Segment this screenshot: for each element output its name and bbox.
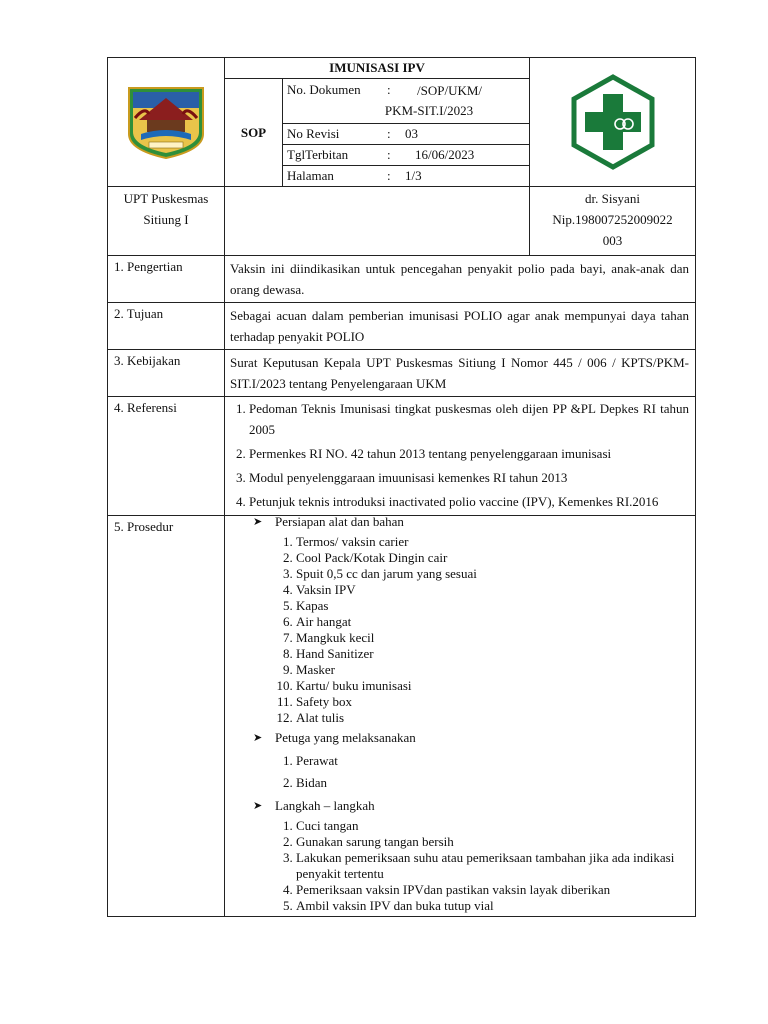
revision-label: No Revisi (283, 123, 383, 144)
arrow-bullet-icon: ➤ (253, 732, 263, 744)
signer-nip-cont: 003 (602, 233, 623, 248)
list-item: 8. Hand Sanitizer (296, 646, 689, 662)
sop-document (107, 57, 695, 917)
prosedur-group-heading: ➤ Persiapan alat dan bahan (253, 514, 404, 529)
doc-number-label: No. Dokumen (287, 81, 361, 97)
list-item: 9. Masker (296, 662, 689, 678)
list-item: 5. Kapas (296, 598, 689, 614)
issue-date-value: 16/06/2023 (401, 144, 529, 165)
list-item: 6. Air hangat (296, 614, 689, 630)
kebijakan-text: Surat Keputusan Kepala UPT Puskesmas Sitiung I Nomor 445 / 006 / KPTS/PKM-SIT.I/2023 tentang Penyelengaraan UKM (225, 350, 696, 397)
prosedur-body (225, 516, 696, 917)
list-item: 7. Mangkuk kecil (296, 630, 689, 646)
regency-emblem-icon (125, 84, 207, 160)
list-item: 2. Bidan (296, 772, 689, 794)
prosedur-group-heading: ➤ Langkah – langkah (253, 798, 375, 813)
sop-title: IMUNISASI IPV (225, 58, 530, 79)
arrow-bullet-icon: ➤ (253, 800, 263, 812)
list-item: 1. Perawat (296, 750, 689, 772)
referensi-label: 4. Referensi (108, 397, 225, 516)
list-item: 3. Modul penyelenggaraan imuunisasi kemenkes RI tahun 2013 (249, 467, 689, 488)
revision-sep: : (383, 123, 401, 144)
issue-date-sep: : (383, 144, 401, 165)
signer-name: dr. Sisyani (585, 191, 640, 206)
tujuan-text: Sebagai acuan dalam pemberian imunisasi POLIO agar anak mempunyai daya tahan terhadap penyakit POLIO (225, 303, 696, 350)
revision-value: 03 (401, 123, 529, 144)
issue-date-label: TglTerbitan (283, 144, 383, 165)
list-item: 4. Vaksin IPV (296, 582, 689, 598)
page-value: 1/3 (401, 165, 529, 186)
right-logo-cell (530, 58, 696, 187)
langkah-list (225, 818, 689, 914)
list-item: 1. Cuci tangan (296, 818, 689, 834)
org-cell (108, 187, 225, 256)
signature-space (225, 187, 530, 256)
list-item: 12. Alat tulis (296, 710, 689, 726)
list-item: 4. Petunjuk teknis introduksi inactivated polio vaccine (IPV), Kemenkes RI.2016 (249, 491, 689, 512)
list-item: 3. Spuit 0,5 cc dan jarum yang sesuai (296, 566, 689, 582)
tujuan-label: 2. Tujuan (108, 303, 225, 350)
list-item: 10. Kartu/ buku imunisasi (296, 678, 689, 694)
arrow-bullet-icon: ➤ (253, 516, 263, 528)
sop-table (107, 57, 696, 917)
petugas-list (225, 750, 689, 794)
signer-nip: Nip.198007252009022 (552, 212, 673, 227)
doc-info-cell (283, 79, 530, 187)
doc-number-sep: : (387, 81, 391, 97)
org-line1: UPT Puskesmas (123, 191, 209, 206)
page-label: Halaman (283, 165, 383, 186)
puskesmas-cross-icon (570, 74, 656, 170)
left-logo-cell (108, 58, 225, 187)
list-item: 5. Ambil vaksin IPV dan buka tutup vial (296, 898, 689, 914)
referensi-list (225, 398, 689, 512)
org-line2: Sitiung I (143, 212, 189, 227)
list-item: 2. Gunakan sarung tangan bersih (296, 834, 689, 850)
sop-label: SOP (225, 79, 283, 187)
doc-number-value: /SOP/UKM/ PKM-SIT.I/2023 (384, 82, 483, 118)
persiapan-list (225, 534, 689, 726)
kebijakan-label: 3. Kebijakan (108, 350, 225, 397)
prosedur-group-heading: ➤ Petuga yang melaksanakan (253, 730, 416, 745)
list-item: 2. Cool Pack/Kotak Dingin cair (296, 550, 689, 566)
list-item: 4. Pemeriksaan vaksin IPVdan pastikan vaksin layak diberikan (296, 882, 689, 898)
list-item: 3. Lakukan pemeriksaan suhu atau pemeriksaan tambahan jika ada indikasi penyakit tertentu (296, 850, 689, 882)
signer-cell (530, 187, 696, 256)
pengertian-text: Vaksin ini diindikasikan untuk pencegahan penyakit polio pada bayi, anak-anak dan orang dewasa. (225, 256, 696, 303)
pengertian-label: 1. Pengertian (108, 256, 225, 303)
prosedur-label: 5. Prosedur (108, 516, 225, 917)
referensi-body (225, 397, 696, 516)
page-sep: : (383, 165, 401, 186)
list-item: 1. Termos/ vaksin carier (296, 534, 689, 550)
doc-info-table (283, 80, 529, 186)
list-item: 1. Pedoman Teknis Imunisasi tingkat puskesmas oleh dijen PP &PL Depkes RI tahun 2005 (249, 398, 689, 440)
list-item: 11. Safety box (296, 694, 689, 710)
list-item: 2. Permenkes RI NO. 42 tahun 2013 tentang penyelenggaraan imunisasi (249, 443, 689, 464)
